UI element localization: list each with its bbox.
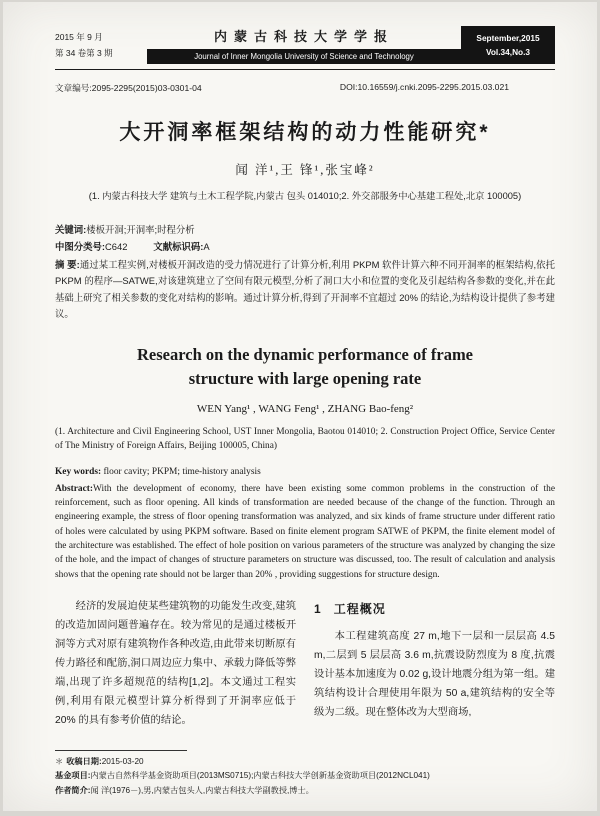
cn-front-matter [55, 222, 555, 323]
received-date-row [55, 755, 555, 769]
en-front-matter [55, 343, 555, 582]
bio-text: 闻 洋(1976－),男,内蒙古包头人,内蒙古科技大学副教授,博士。 [90, 785, 314, 795]
journal-page [3, 2, 597, 811]
authors-cn: 闻 洋¹,王 锋¹,张宝峰² [235, 163, 375, 177]
abstract-en-para [55, 482, 555, 582]
journal-title-block [147, 26, 461, 64]
section-1-title: 工程概况 [333, 601, 386, 616]
received-date: 2015-03-20 [101, 756, 144, 766]
clc-label: 中图分类号: [55, 241, 105, 253]
issue-date-cn: 2015 年 9 月 [55, 32, 103, 42]
authors-en: WEN Yang¹ , WANG Feng¹ , ZHANG Bao-feng² [196, 402, 414, 415]
footnote-block [55, 750, 555, 798]
clc-row [55, 239, 555, 255]
body-right-column [314, 597, 555, 730]
fund-row [55, 769, 555, 783]
header-divider [55, 69, 555, 70]
keywords-row-en [55, 467, 555, 477]
article-title-en [55, 343, 555, 391]
journal-masthead [55, 26, 555, 64]
intro-paragraph: 经济的发展迫使某些建筑物的功能发生改变,建筑的改造加固问题普遍存在。较为常见的是通过楼板开洞等方式对原有建筑物作各种改造,由此带来切断原有传力路径和配筋,洞口周边应力集中、承载力降低等弊端,出现了许多超规范的结构[1,2]。本文通过工程实例,利用有限元模型计算分析得到了开洞率应低于 20% 的具有参考价值的结论。 [55, 600, 296, 727]
doc-code-value: A [203, 241, 210, 253]
title-en-line1: Research on the dynamic performance of frame [136, 344, 474, 364]
author-bio-row [55, 784, 555, 798]
keywords-label-en: Key words: [55, 466, 102, 477]
abstract-label-cn: 摘 要: [55, 258, 80, 270]
footnote-divider [55, 750, 187, 751]
body-left-column [55, 597, 296, 730]
abstract-en: With the development of economy, there have been existing some common problems in the construction of the reinforcement, such as floor opening. All kinds of transformation are needed because of the change of the function. Through an engineering example, the stress of floor opening transformation was analyzed, and six kinds of frame structure under different ratio of holes were calculated by using PKPM software. Based on finite element program SATWE of PKPM, the finite element model of the architecture was established. The effect of hole position on various parameters of the structure was analyzed by changing the size of the hole, and the impact of changes of structure parameters on structure was discussed, too. The result of calculation and analysis shows that the opening rate should not be larger than 20% , providing suggestions for structure design. [55, 483, 555, 580]
keywords-en: floor cavity; PKPM; time-history analysis [103, 466, 261, 477]
fund-label: 基金项目: [55, 771, 91, 781]
section-1-paragraph: 本工程建筑高度 27 m,地下一层和一层层高 4.5 m,二层到 5 层层高 3.6 m,抗震设防烈度为 8 度,抗震设计基本加速度为 0.02 g,设计地震分组为第一组。建筑结构设计合理使用年限为 50 a,建筑结构的安全等级为二级。现在整体改为大型商场, [314, 630, 555, 719]
section-1-number: 1 [314, 601, 322, 616]
issue-volume-en: Vol.34,No.3 [485, 47, 531, 57]
issue-info-en-block [461, 26, 555, 64]
title-en-line2: structure with large opening rate [188, 368, 422, 388]
journal-title-cn: 内蒙古科技大学学报 [213, 29, 394, 44]
section-1-heading [314, 598, 555, 620]
affiliation-cn: (1. 内蒙古科技大学 建筑与土木工程学院,内蒙古 包头 014010;2. 外交部服务中心基建工程处,北京 100005) [88, 191, 522, 201]
article-number: 文章编号:2095-2295(2015)03-0301-04 [55, 83, 202, 93]
journal-title-en: Journal of Inner Mongolia University of Science and Technology [147, 49, 461, 64]
article-meta-row [55, 82, 555, 94]
issue-date-block [55, 26, 147, 64]
keywords-row-cn [55, 222, 555, 238]
footnote-marker: ＊ [55, 756, 64, 766]
article-title-cn: 大开洞率框架结构的动力性能研究* [119, 121, 491, 144]
abstract-label-en: Abstract: [55, 483, 94, 494]
issue-volume-cn: 第 34 卷第 3 期 [55, 48, 113, 59]
doc-code-label: 文献标识码: [153, 241, 204, 253]
doi: DOI:10.16559/j.cnki.2095-2295.2015.03.021 [339, 82, 509, 92]
abstract-cn-para [55, 257, 555, 323]
affiliation-en: (1. Architecture and Civil Engineering School, UST Inner Mongolia, Baotou 014010; 2. Construction Project Office, Service Center of The Ministry of Foreign Affairs, Beijing 100005, China) [55, 426, 555, 452]
bio-label: 作者简介: [55, 785, 91, 795]
issue-date-en: September,2015 [476, 33, 540, 43]
fund-text: 内蒙古自然科学基金资助项目(2013MS0715);内蒙古科技大学创新基金资助项目(2012NCL041) [90, 771, 430, 781]
clc-value: C642 [105, 241, 128, 253]
keywords-label-cn: 关键词: [55, 224, 87, 235]
received-label: 收稿日期: [66, 756, 102, 766]
abstract-cn: 通过某工程实例,对楼板开洞改造的受力情况进行了计算分析,利用 PKPM 软件计算六种不同开洞率的框架结构,依托 PKPM 的程序—SATWE,对该建筑建立了空间有限元模型,分析了洞口大小和位置的变化及引起结构各参数的变化,并在此基础上研究了相关参数的变化对结构的影响。通过计算分析,得到了开洞率不宜超过 20% 的结论,为结构设计提供了参考建议。 [55, 258, 555, 320]
keywords-cn: 楼板开洞;开洞率;时程分析 [86, 224, 195, 235]
body-columns [55, 597, 555, 730]
